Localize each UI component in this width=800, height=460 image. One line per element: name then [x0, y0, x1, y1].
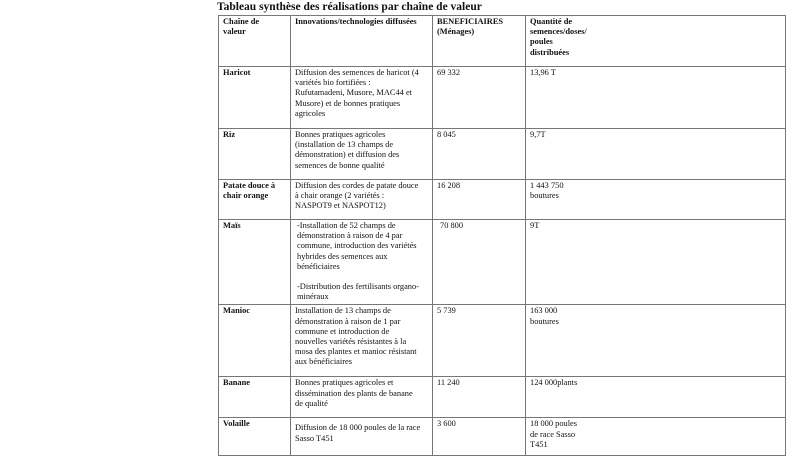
quantity-cell: 18 000 poules de race Sasso T451	[526, 418, 786, 456]
innovation-cell: Diffusion des semences de haricot (4 variétés bio fortifiées : Rufutamadeni, Musore, MAC44 et Musore) et de bonnes pratiques agricoles	[291, 67, 433, 129]
table-row	[219, 377, 786, 418]
innovation-item: -Installation de 52 champs de démonstration à raison de 4 par commune, introduction des variétés hybrides des semences aux bénéficiaires	[297, 221, 417, 271]
beneficiaries-cell: 5 739	[433, 305, 526, 377]
quantity-cell: 9T	[526, 220, 786, 305]
quantity-cell: 13,96 T	[526, 67, 786, 129]
chain-cell: Volaille	[219, 418, 291, 456]
quantity-cell: 163 000 boutures	[526, 305, 786, 377]
quantity-cell: 9,7T	[526, 129, 786, 180]
chain-cell: Manioc	[219, 305, 291, 377]
beneficiaries-cell: 8 045	[433, 129, 526, 180]
table-row	[219, 129, 786, 180]
header-innovations: Innovations/technologies diffusées	[291, 16, 433, 67]
beneficiaries-cell: 3 600	[433, 418, 526, 456]
header-beneficiaries: BENEFICIAIRES (Ménages)	[433, 16, 526, 67]
table-row	[219, 180, 786, 220]
innovation-cell	[291, 220, 433, 305]
header-row	[219, 16, 786, 67]
chain-cell: Patate douce à chair orange	[219, 180, 291, 220]
summary-table	[218, 15, 786, 456]
innovation-cell: Bonnes pratiques agricoles et dissémination des plants de banane de qualité	[291, 377, 433, 418]
chain-cell: Haricot	[219, 67, 291, 129]
beneficiaries-cell: 69 332	[433, 67, 526, 129]
table-row	[219, 67, 786, 129]
innovation-item: -Distribution des fertilisants organo- minéraux	[297, 282, 419, 302]
innovation-cell: Bonnes pratiques agricoles (installation de 13 champs de démonstration) et diffusion des semences de bonne qualité	[291, 129, 433, 180]
chain-cell: Riz	[219, 129, 291, 180]
table-row	[219, 220, 786, 305]
table-title: Tableau synthèse des réalisations par chaîne de valeur	[217, 1, 482, 13]
innovation-cell: Diffusion de 18 000 poules de la race Sasso T451	[291, 418, 433, 456]
header-quantity: Quantité de semences/doses/ poules distribuées	[526, 16, 786, 67]
innovation-cell: Diffusion des cordes de patate douce à chair orange (2 variétés : NASPOT9 et NASPOT12)	[291, 180, 433, 220]
table-row	[219, 305, 786, 377]
chain-cell: Maïs	[219, 220, 291, 305]
innovation-cell: Installation de 13 champs de démonstration à raison de 1 par commune et introduction de nouvelles variétés résistantes à la mosa des plantes et manioc résistant aux bénéficiaires	[291, 305, 433, 377]
beneficiaries-cell: 16 208	[433, 180, 526, 220]
quantity-cell: 1 443 750 boutures	[526, 180, 786, 220]
chain-cell: Banane	[219, 377, 291, 418]
beneficiaries-cell: 11 240	[433, 377, 526, 418]
beneficiaries-cell: 70 800	[433, 220, 526, 305]
header-chain: Chaîne de valeur	[219, 16, 291, 67]
quantity-cell: 124 000plants	[526, 377, 786, 418]
table-row	[219, 418, 786, 456]
